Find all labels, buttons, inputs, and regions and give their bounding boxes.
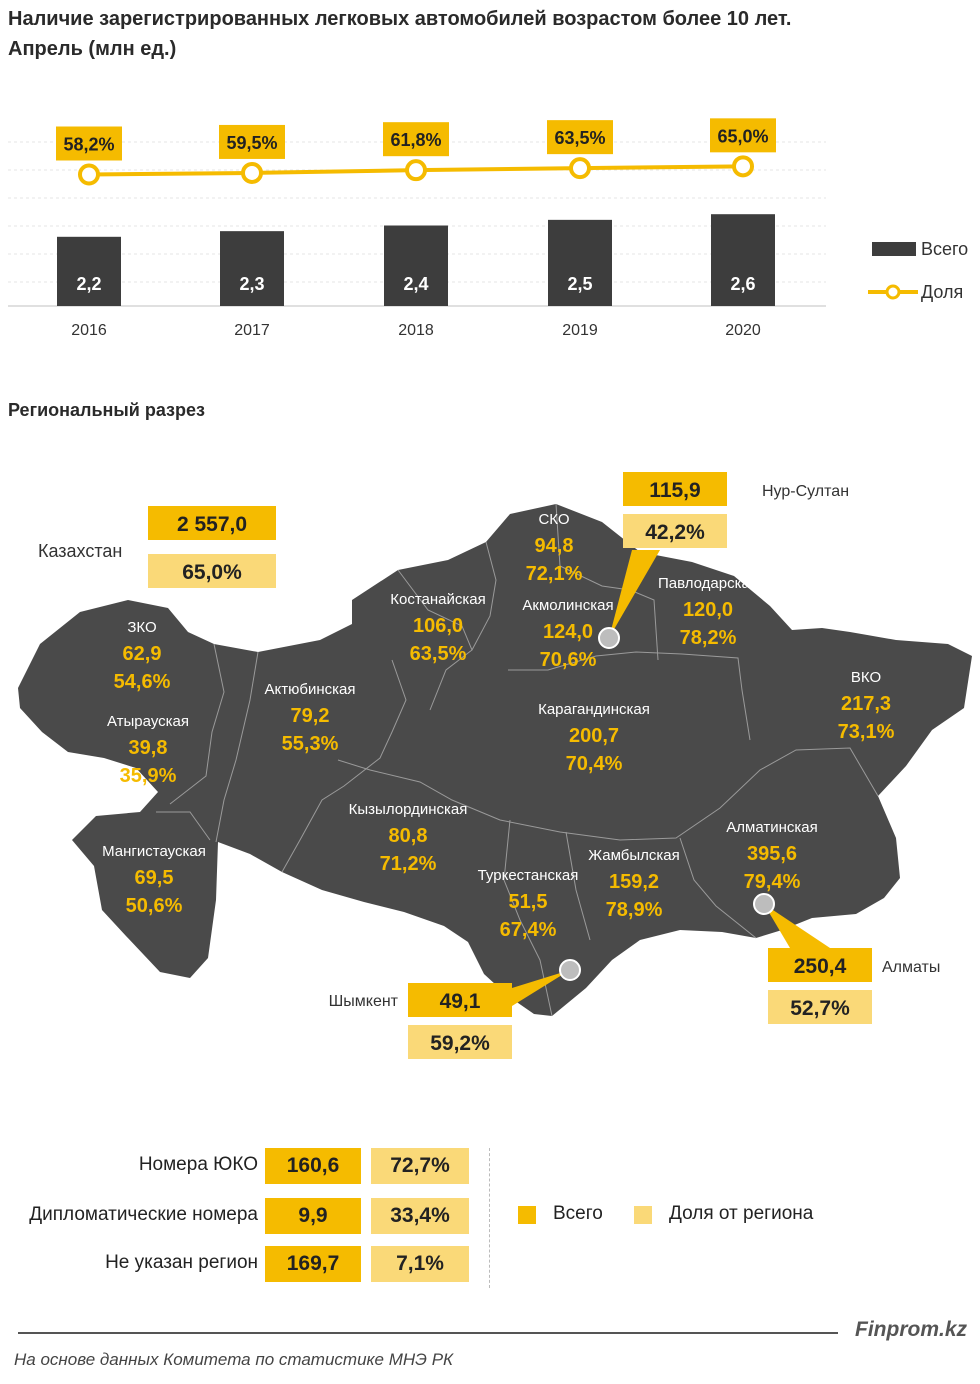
page-title: [8, 4, 908, 64]
region-name: СКО: [538, 511, 570, 528]
x-tick-label: 2019: [562, 322, 598, 339]
x-tick-label: 2016: [71, 322, 107, 339]
other-row-3: [0, 1246, 490, 1282]
source-note: На основе данных Комитета по статистике МНЭ РК: [14, 1350, 454, 1369]
region-total: 62,9: [122, 643, 162, 665]
other-label: Дипломатические номера: [29, 1204, 258, 1225]
region-name: Кызылординская: [348, 801, 468, 818]
region-share: 55,3%: [281, 733, 339, 755]
regional-title: Региональный разрез: [8, 400, 205, 420]
region-share: 71,2%: [379, 853, 437, 875]
share-point: [243, 164, 261, 182]
region-share: 73,1%: [837, 721, 895, 743]
x-tick-label: 2020: [725, 322, 761, 339]
city-total: 250,4: [793, 955, 847, 978]
kazakhstan-map: [0, 440, 980, 1080]
region-share: 72,1%: [525, 563, 583, 585]
title-line-2: Апрель (млн ед.): [8, 38, 177, 60]
region-total: 120,0: [682, 599, 734, 621]
region-total: 79,2: [290, 705, 330, 727]
region-total: 217,3: [840, 693, 892, 715]
share-value-label: 63,5%: [554, 128, 606, 149]
share-value-label: 61,8%: [390, 130, 442, 151]
city-marker: [599, 628, 619, 648]
legend-share-swatch: [634, 1206, 652, 1224]
region-name: Павлодарская: [658, 575, 758, 592]
region-share: 35,9%: [119, 765, 177, 787]
region-name: Атырауская: [106, 713, 190, 730]
region-name: Карагандинская: [538, 701, 650, 718]
region-share: 79,4%: [743, 871, 801, 893]
bar-value-label: 2,2: [76, 274, 102, 294]
region-total: 200,7: [568, 725, 620, 747]
region-name: Мангистауская: [102, 843, 206, 860]
region-name: Алматинская: [726, 819, 818, 836]
region-share: 78,9%: [605, 899, 663, 921]
legend-line-label: Доля: [921, 282, 964, 302]
share-value-label: 59,5%: [226, 132, 278, 153]
bar-value-label: 2,4: [403, 274, 429, 294]
share-point: [80, 166, 98, 184]
region-name: Туркестанская: [477, 867, 579, 884]
share-point: [407, 161, 425, 179]
kz-total: 2 557,0: [176, 513, 248, 536]
divider: [489, 1148, 490, 1288]
region-total: 39,8: [128, 737, 168, 759]
x-tick-label: 2018: [398, 322, 434, 339]
region-name: ЗКО: [127, 619, 157, 636]
legend-share-label: Доля от региона: [669, 1203, 814, 1224]
region-name: Актюбинская: [264, 681, 356, 698]
region-share: 63,5%: [409, 643, 467, 665]
legend-line-marker: [887, 286, 899, 298]
other-share: 7,1%: [371, 1246, 469, 1282]
bar-value-label: 2,5: [567, 274, 593, 294]
region-share: 67,4%: [499, 919, 557, 941]
bar-value-label: 2,3: [239, 274, 265, 294]
city-name: Шымкент: [328, 993, 398, 1010]
region-total: 106,0: [412, 615, 464, 637]
region-name: Костанайская: [390, 591, 486, 608]
legend-total-label: Всего: [553, 1203, 603, 1224]
other-total: 160,6: [265, 1148, 361, 1184]
region-total: 51,5: [508, 891, 548, 913]
other-share: 72,7%: [371, 1148, 469, 1184]
share-value-label: 65,0%: [717, 126, 769, 147]
city-total: 115,9: [649, 479, 701, 502]
city-name: Нур-Султан: [762, 483, 850, 500]
kz-name: Казахстан: [38, 541, 123, 561]
region-total: 395,6: [746, 843, 798, 865]
share-point: [571, 159, 589, 177]
region-share: 50,6%: [125, 895, 183, 917]
city-share: 42,2%: [645, 521, 705, 544]
share-value-label: 58,2%: [63, 134, 115, 155]
legend-total-swatch: [518, 1206, 536, 1224]
kz-share: 65,0%: [182, 561, 242, 584]
age-bar-line-chart: [0, 90, 980, 350]
region-share: 70,4%: [565, 753, 623, 775]
city-marker: [754, 894, 774, 914]
region-total: 80,8: [388, 825, 428, 847]
region-total: 94,8: [534, 535, 574, 557]
city-share: 59,2%: [430, 1032, 490, 1055]
region-name: Акмолинская: [522, 597, 614, 614]
other-label: Не указан регион: [105, 1252, 258, 1273]
other-total: 169,7: [265, 1246, 361, 1282]
city-marker: [560, 960, 580, 980]
other-row-1: [0, 1148, 490, 1184]
city-share: 52,7%: [790, 997, 850, 1020]
region-name: ВКО: [850, 669, 882, 686]
region-total: 69,5: [134, 867, 174, 889]
bar: [57, 237, 121, 306]
other-total: 9,9: [265, 1198, 361, 1234]
region-share: 78,2%: [679, 627, 737, 649]
region-share: 70,6%: [539, 649, 597, 671]
city-total: 49,1: [439, 990, 481, 1013]
region-share: 54,6%: [113, 671, 171, 693]
x-tick-label: 2017: [234, 322, 270, 339]
region-name: Жамбылская: [588, 847, 680, 864]
brand-logo: Finprom.kz: [855, 1318, 968, 1341]
legend-bar-label: Всего: [921, 239, 969, 259]
other-label: Номера ЮКО: [138, 1154, 258, 1175]
other-share: 33,4%: [371, 1198, 469, 1234]
share-point: [734, 157, 752, 175]
bar: [220, 231, 284, 306]
title-line-1: Наличие зарегистрированных легковых автомобилей возрастом более 10 лет.: [8, 8, 792, 30]
region-total: 159,2: [608, 871, 660, 893]
bar-value-label: 2,6: [730, 274, 756, 294]
legend-bar-swatch: [872, 242, 916, 256]
other-row-2: [0, 1198, 490, 1234]
city-name: Алматы: [882, 959, 941, 976]
footer-divider: [18, 1332, 838, 1334]
region-total: 124,0: [542, 621, 594, 643]
